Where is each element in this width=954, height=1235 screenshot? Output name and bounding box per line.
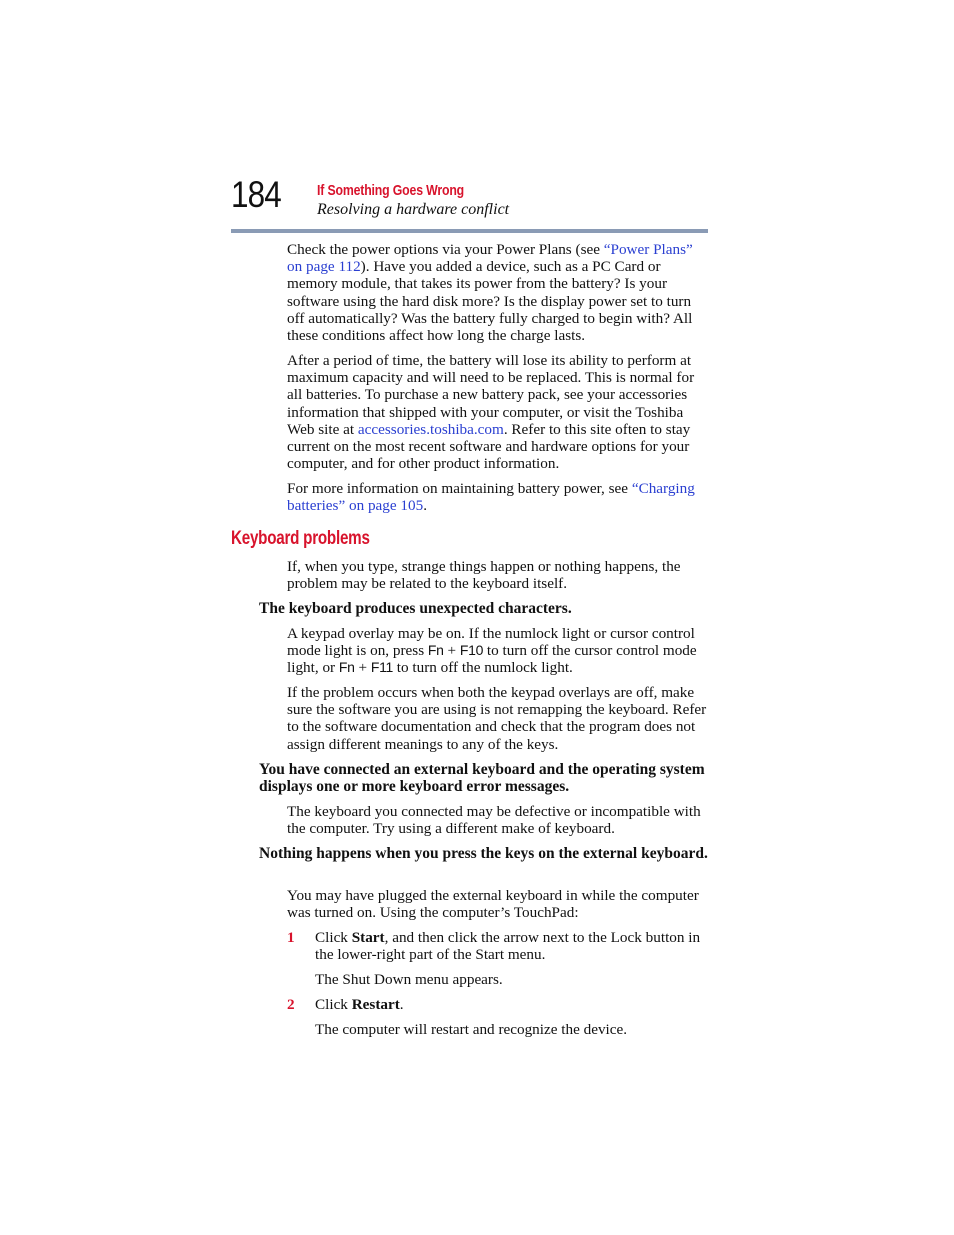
keyboard-intro-paragraph: If, when you type, strange things happen or nothing happens, the problem may be related to the keyboard itself.: [287, 558, 681, 593]
text: ). Have you added a device, such as a PC Card or memory module, that takes its power from the battery? Is your software using the hard disk more? Is the display power set to turn off automatically? Was the battery fully charged to begin with? All these conditions affect how long the charge lasts.: [287, 258, 693, 345]
text: Click: [315, 929, 352, 946]
text: .: [423, 497, 428, 515]
battery-power-paragraph: [287, 480, 711, 514]
plugged-in-paragraph: You may have plugged the external keyboard in while the computer was turned on. Using the computer’s TouchPad:: [287, 887, 699, 922]
step-1-result: The Shut Down menu appears.: [315, 971, 503, 988]
step-2-result: The computer will restart and recognize the device.: [315, 1021, 628, 1038]
text: After a period of time, the battery will lose its ability to perform at maximum capacity and will need to be replaced. This is normal for all batteries. To purchase a new battery pack, see your accessories information that shipped with your computer, or visit the Toshiba Web site at: [287, 352, 695, 438]
start-label: Start: [351, 929, 385, 946]
text: , and then click the arrow next to the Lock button in the lower-right part of the Start menu.: [315, 929, 701, 964]
text: A keypad overlay may be on. If the numlock light or cursor control mode light is on, press: [287, 625, 695, 660]
text: For more information on maintaining battery power, see: [287, 480, 632, 497]
header-rule: [231, 229, 708, 233]
step-number: 1: [287, 929, 295, 946]
text: Check the power options via your Power Plans (see: [287, 241, 604, 258]
step-1-text: [315, 929, 711, 963]
text: .: [399, 996, 404, 1013]
f10-key: F10: [459, 642, 484, 659]
keyboard-problems-heading: Keyboard problems: [231, 528, 370, 549]
accessories-link[interactable]: accessories.toshiba.com: [357, 420, 504, 438]
defective-keyboard-paragraph: The keyboard you connected may be defective or incompatible with the computer. Try using a different make of keyboard.: [287, 803, 701, 838]
text: . Refer to this site often to stay current on the most recent software and hardware options for your computer, and for other product information.: [287, 420, 691, 473]
power-plans-link[interactable]: “Power Plans” on page 112: [287, 241, 693, 276]
section-title: Resolving a hardware conflict: [317, 201, 510, 218]
battery-capacity-paragraph: [287, 352, 711, 472]
nothing-happens-heading: Nothing happens when you press the keys on the external keyboard.: [259, 845, 708, 862]
external-keyboard-error-heading: You have connected an external keyboard and the operating system displays one or more keyboard error messages.: [259, 761, 705, 796]
remapping-paragraph: If the problem occurs when both the keypad overlays are off, make sure the software you are using is not remapping the keyboard. Refer to the software documentation and check that the program does not assign different meanings to any of the keys.: [287, 684, 707, 753]
step-2-text: [315, 996, 711, 1013]
text: to turn off the numlock light.: [393, 659, 573, 677]
text: to turn off the cursor control mode light, or: [287, 642, 697, 677]
restart-label: Restart: [351, 996, 400, 1013]
text: Click: [315, 996, 352, 1013]
fn-key: Fn: [427, 642, 444, 659]
text: +: [443, 642, 460, 660]
keypad-overlay-paragraph: [287, 625, 711, 677]
step-number: 2: [287, 996, 295, 1013]
charging-batteries-link[interactable]: “Charging batteries” on page 105: [287, 480, 695, 515]
fn-key: Fn: [338, 659, 355, 676]
chapter-title: If Something Goes Wrong: [317, 182, 465, 199]
text: +: [354, 659, 371, 677]
f11-key: F11: [370, 659, 393, 676]
power-plans-paragraph: [287, 241, 711, 344]
page-number: 184: [231, 174, 281, 215]
unexpected-characters-heading: The keyboard produces unexpected characters.: [259, 600, 572, 617]
